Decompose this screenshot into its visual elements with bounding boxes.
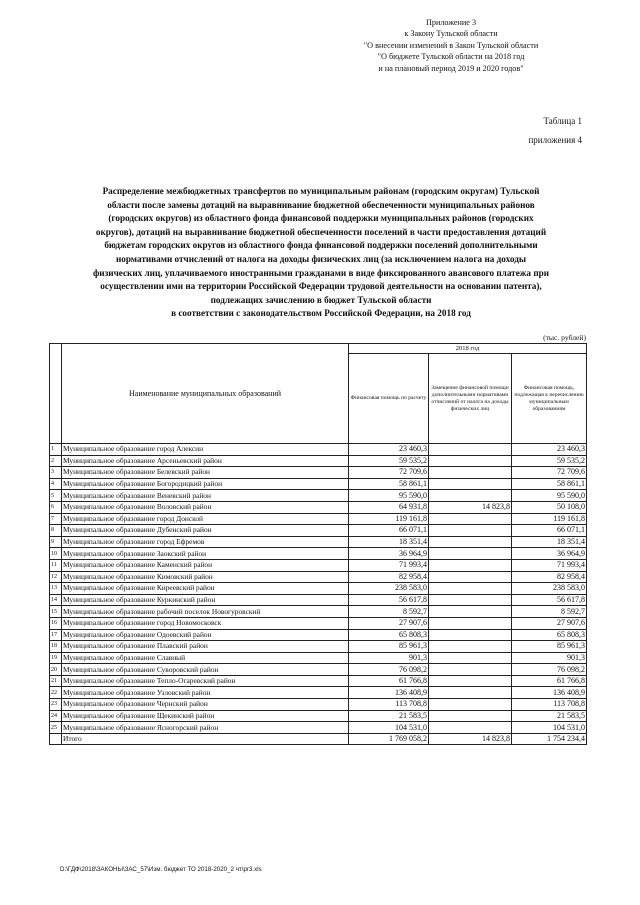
calculated-aid-value: 27 907,6 bbox=[349, 617, 429, 629]
aid-to-transfer-value: 50 108,0 bbox=[512, 501, 587, 513]
municipality-name: Муниципальное образование Каменский район bbox=[62, 559, 349, 571]
aid-to-transfer-value: 238 583,0 bbox=[512, 583, 587, 595]
aid-to-transfer-value: 72 709,6 bbox=[512, 467, 587, 479]
municipality-name: Муниципальное образование город Алексин bbox=[62, 444, 349, 456]
table-row bbox=[50, 675, 587, 687]
table-row bbox=[50, 536, 587, 548]
municipality-name: Муниципальное образование Белевский район bbox=[62, 467, 349, 479]
aid-to-transfer-value: 8 592,7 bbox=[512, 606, 587, 618]
appendix-line: "О внесении изменений в Закон Тульской области bbox=[363, 40, 539, 50]
header-year: 2018 год bbox=[349, 344, 587, 354]
row-number: 19 bbox=[50, 652, 62, 664]
replacement-norms-value bbox=[429, 559, 512, 571]
replacement-norms-value bbox=[429, 490, 512, 502]
title-line: подлежащих зачислению в бюджет Тульской области bbox=[210, 294, 432, 305]
table-row bbox=[50, 548, 587, 560]
municipality-name: Муниципальное образование Богородицкий район bbox=[62, 478, 349, 490]
row-number: 14 bbox=[50, 594, 62, 606]
table-row bbox=[50, 513, 587, 525]
replacement-norms-value bbox=[429, 467, 512, 479]
replacement-norms-value bbox=[429, 617, 512, 629]
row-number: 4 bbox=[50, 478, 62, 490]
municipality-name: Муниципальное образование город Новомосковск bbox=[62, 617, 349, 629]
table-row bbox=[50, 467, 587, 479]
calculated-aid-value: 21 583,5 bbox=[349, 710, 429, 722]
municipality-name: Муниципальное образование Ясногорский район bbox=[62, 722, 349, 734]
aid-to-transfer-value: 61 766,8 bbox=[512, 675, 587, 687]
aid-to-transfer-value: 85 961,3 bbox=[512, 641, 587, 653]
calculated-aid-value: 76 098,2 bbox=[349, 664, 429, 676]
municipality-name: Муниципальное образование Одоевский район bbox=[62, 629, 349, 641]
calculated-aid-value: 66 071,1 bbox=[349, 525, 429, 537]
row-number: 2 bbox=[50, 455, 62, 467]
table-row bbox=[50, 444, 587, 456]
total-replacement-norms: 14 823,8 bbox=[429, 733, 512, 745]
municipality-name: Муниципальное образование Суворовский район bbox=[62, 664, 349, 676]
replacement-norms-value bbox=[429, 571, 512, 583]
calculated-aid-value: 72 709,6 bbox=[349, 467, 429, 479]
total-aid-to-transfer: 1 754 234,4 bbox=[512, 733, 587, 745]
municipality-name: Муниципальное образование Арсеньевский район bbox=[62, 455, 349, 467]
calculated-aid-value: 119 161,8 bbox=[349, 513, 429, 525]
header-name: Наименование муниципальных образований bbox=[62, 344, 349, 444]
municipality-name: Муниципальное образование Тепло-Огаревский район bbox=[62, 675, 349, 687]
replacement-norms-value bbox=[429, 699, 512, 711]
units-label: (тыс. рублей) bbox=[543, 333, 586, 342]
table-row bbox=[50, 478, 587, 490]
replacement-norms-value bbox=[429, 478, 512, 490]
calculated-aid-value: 104 531,0 bbox=[349, 722, 429, 734]
header-number-cell bbox=[50, 344, 62, 444]
municipality-name: Муниципальное образование рабочий поселок Новогуровский bbox=[62, 606, 349, 618]
file-path-footer: D:\ГДФ\2018\ЗАКОНЫ\ЗАС_57\Изм. бюджет ТО 2018-2020_2 чт\pr3.xls bbox=[60, 866, 262, 873]
table-row bbox=[50, 583, 587, 595]
aid-to-transfer-value: 76 098,2 bbox=[512, 664, 587, 676]
municipality-name: Муниципальное образование Чернский район bbox=[62, 699, 349, 711]
replacement-norms-value: 14 823,8 bbox=[429, 501, 512, 513]
appendix-line: к Закону Тульской области bbox=[404, 29, 498, 39]
aid-to-transfer-value: 56 617,8 bbox=[512, 594, 587, 606]
row-number: 3 bbox=[50, 467, 62, 479]
replacement-norms-value bbox=[429, 664, 512, 676]
title-line: области после замены дотаций на выравнивание бюджетной обеспеченности муниципальных районов bbox=[107, 199, 535, 210]
row-number: 23 bbox=[50, 699, 62, 711]
table-row bbox=[50, 664, 587, 676]
row-number: 7 bbox=[50, 513, 62, 525]
aid-to-transfer-value: 82 958,4 bbox=[512, 571, 587, 583]
appendix-header bbox=[326, 17, 576, 74]
table-row bbox=[50, 525, 587, 537]
row-number: 20 bbox=[50, 664, 62, 676]
calculated-aid-value: 65 808,3 bbox=[349, 629, 429, 641]
municipality-name: Муниципальное образование Щекинский район bbox=[62, 710, 349, 722]
calculated-aid-value: 8 592,7 bbox=[349, 606, 429, 618]
title-line: бюджетам городских округов из областного фонда финансовой поддержки поселений дополнительными bbox=[104, 240, 538, 251]
calculated-aid-value: 238 583,0 bbox=[349, 583, 429, 595]
row-number: 17 bbox=[50, 629, 62, 641]
municipality-name: Муниципальное образование Заокский район bbox=[62, 548, 349, 560]
table-row bbox=[50, 455, 587, 467]
table-row bbox=[50, 594, 587, 606]
municipality-name: Муниципальное образование Дубенский район bbox=[62, 525, 349, 537]
aid-to-transfer-value: 71 993,4 bbox=[512, 559, 587, 571]
calculated-aid-value: 58 861,1 bbox=[349, 478, 429, 490]
row-number: 16 bbox=[50, 617, 62, 629]
replacement-norms-value bbox=[429, 513, 512, 525]
municipality-name: Муниципальное образование Узловский район bbox=[62, 687, 349, 699]
replacement-norms-value bbox=[429, 675, 512, 687]
municipality-name: Муниципальное образование город Ефремов bbox=[62, 536, 349, 548]
replacement-norms-value bbox=[429, 455, 512, 467]
document-title bbox=[60, 185, 582, 321]
total-number-cell bbox=[50, 733, 62, 745]
aid-to-transfer-value: 58 861,1 bbox=[512, 478, 587, 490]
row-number: 24 bbox=[50, 710, 62, 722]
replacement-norms-value bbox=[429, 606, 512, 618]
total-calculated-aid: 1 769 058,2 bbox=[349, 733, 429, 745]
replacement-norms-value bbox=[429, 641, 512, 653]
table-row bbox=[50, 629, 587, 641]
replacement-norms-value bbox=[429, 525, 512, 537]
calculated-aid-value: 36 964,9 bbox=[349, 548, 429, 560]
replacement-norms-value bbox=[429, 652, 512, 664]
row-number: 5 bbox=[50, 490, 62, 502]
table-row bbox=[50, 687, 587, 699]
title-line: округов), дотаций на выравнивание бюджетной обеспеченности поселений в части предоставления дотаций bbox=[95, 226, 547, 237]
row-number: 11 bbox=[50, 559, 62, 571]
calculated-aid-value: 71 993,4 bbox=[349, 559, 429, 571]
appendix-line: Приложение 3 bbox=[425, 18, 477, 27]
calculated-aid-value: 82 958,4 bbox=[349, 571, 429, 583]
aid-to-transfer-value: 104 531,0 bbox=[512, 722, 587, 734]
calculated-aid-value: 136 408,9 bbox=[349, 687, 429, 699]
municipality-name: Муниципальное образование Веневский район bbox=[62, 490, 349, 502]
aid-to-transfer-value: 36 964,9 bbox=[512, 548, 587, 560]
calculated-aid-value: 56 617,8 bbox=[349, 594, 429, 606]
table-row bbox=[50, 699, 587, 711]
aid-to-transfer-value: 18 351,4 bbox=[512, 536, 587, 548]
table-number: Таблица 1 bbox=[543, 116, 582, 126]
row-number: 12 bbox=[50, 571, 62, 583]
aid-to-transfer-value: 65 808,3 bbox=[512, 629, 587, 641]
row-number: 8 bbox=[50, 525, 62, 537]
total-row bbox=[50, 733, 587, 745]
replacement-norms-value bbox=[429, 710, 512, 722]
aid-to-transfer-value: 901,3 bbox=[512, 652, 587, 664]
row-number: 21 bbox=[50, 675, 62, 687]
appendix-line: "О бюджете Тульской области на 2018 год bbox=[377, 52, 525, 62]
row-number: 6 bbox=[50, 501, 62, 513]
row-number: 1 bbox=[50, 444, 62, 456]
aid-to-transfer-value: 95 590,0 bbox=[512, 490, 587, 502]
calculated-aid-value: 18 351,4 bbox=[349, 536, 429, 548]
calculated-aid-value: 23 460,3 bbox=[349, 444, 429, 456]
title-line: нормативами отчислений от налога на доходы физических лиц (за исключением налога на доходы bbox=[115, 253, 527, 264]
table-row bbox=[50, 501, 587, 513]
aid-to-transfer-value: 119 161,8 bbox=[512, 513, 587, 525]
replacement-norms-value bbox=[429, 594, 512, 606]
municipality-name: Муниципальное образование Воловский район bbox=[62, 501, 349, 513]
table-reference bbox=[528, 112, 582, 150]
replacement-norms-value bbox=[429, 583, 512, 595]
header-replacement-norms: Замещение финансовой помощи дополнительными нормативами отчислений от налога на доходы физических лиц bbox=[429, 354, 512, 444]
title-line: Распределение межбюджетных трансфертов по муниципальным районам (городским округам) Тульской bbox=[102, 186, 540, 196]
title-line: в соответствии с законодательством Российской Федерации, на 2018 год bbox=[171, 308, 471, 319]
row-number: 25 bbox=[50, 722, 62, 734]
row-number: 10 bbox=[50, 548, 62, 560]
header-aid-to-transfer: Финансовая помощь, подлежащая к перечислению муниципальным образованиям bbox=[512, 354, 587, 444]
municipality-name: Муниципальное образование город Донской bbox=[62, 513, 349, 525]
replacement-norms-value bbox=[429, 722, 512, 734]
municipality-name: Муниципальное образование Славный bbox=[62, 652, 349, 664]
annex-number: приложения 4 bbox=[528, 135, 582, 145]
replacement-norms-value bbox=[429, 548, 512, 560]
row-number: 9 bbox=[50, 536, 62, 548]
aid-to-transfer-value: 27 907,6 bbox=[512, 617, 587, 629]
municipality-name: Муниципальное образование Куркинский район bbox=[62, 594, 349, 606]
row-number: 13 bbox=[50, 583, 62, 595]
row-number: 18 bbox=[50, 641, 62, 653]
replacement-norms-value bbox=[429, 444, 512, 456]
calculated-aid-value: 59 535,2 bbox=[349, 455, 429, 467]
aid-to-transfer-value: 136 408,9 bbox=[512, 687, 587, 699]
title-line: (городских округов) из областного фонда финансовой поддержки муниципальных районов (городских bbox=[108, 213, 534, 224]
municipality-name: Муниципальное образование Кимовский район bbox=[62, 571, 349, 583]
calculated-aid-value: 901,3 bbox=[349, 652, 429, 664]
calculated-aid-value: 85 961,3 bbox=[349, 641, 429, 653]
title-line: физических лиц, уплачиваемого иностранными гражданами в виде фиксированного авансового платежа при bbox=[92, 267, 550, 278]
transfers-table bbox=[49, 343, 587, 745]
calculated-aid-value: 61 766,8 bbox=[349, 675, 429, 687]
calculated-aid-value: 95 590,0 bbox=[349, 490, 429, 502]
title-line: осуществлении ими на территории Российской Федерации трудовой деятельности на основании патента), bbox=[100, 281, 542, 292]
aid-to-transfer-value: 23 460,3 bbox=[512, 444, 587, 456]
row-number: 22 bbox=[50, 687, 62, 699]
table-row bbox=[50, 652, 587, 664]
row-number: 15 bbox=[50, 606, 62, 618]
table-row bbox=[50, 606, 587, 618]
table-row bbox=[50, 559, 587, 571]
table-row bbox=[50, 571, 587, 583]
municipality-name: Муниципальное образование Киреевский район bbox=[62, 583, 349, 595]
table-row bbox=[50, 641, 587, 653]
aid-to-transfer-value: 59 535,2 bbox=[512, 455, 587, 467]
municipality-name: Муниципальное образование Плавский район bbox=[62, 641, 349, 653]
aid-to-transfer-value: 21 583,5 bbox=[512, 710, 587, 722]
appendix-line: и на плановый период 2019 и 2020 годов" bbox=[378, 63, 524, 73]
table-row bbox=[50, 710, 587, 722]
total-label: Итого bbox=[62, 733, 349, 745]
replacement-norms-value bbox=[429, 629, 512, 641]
aid-to-transfer-value: 113 708,8 bbox=[512, 699, 587, 711]
calculated-aid-value: 113 708,8 bbox=[349, 699, 429, 711]
aid-to-transfer-value: 66 071,1 bbox=[512, 525, 587, 537]
calculated-aid-value: 64 931,8 bbox=[349, 501, 429, 513]
table-row bbox=[50, 490, 587, 502]
table-row bbox=[50, 722, 587, 734]
replacement-norms-value bbox=[429, 536, 512, 548]
table-row bbox=[50, 617, 587, 629]
replacement-norms-value bbox=[429, 687, 512, 699]
header-calculated-aid: Финансовая помощь по расчету bbox=[349, 354, 429, 444]
